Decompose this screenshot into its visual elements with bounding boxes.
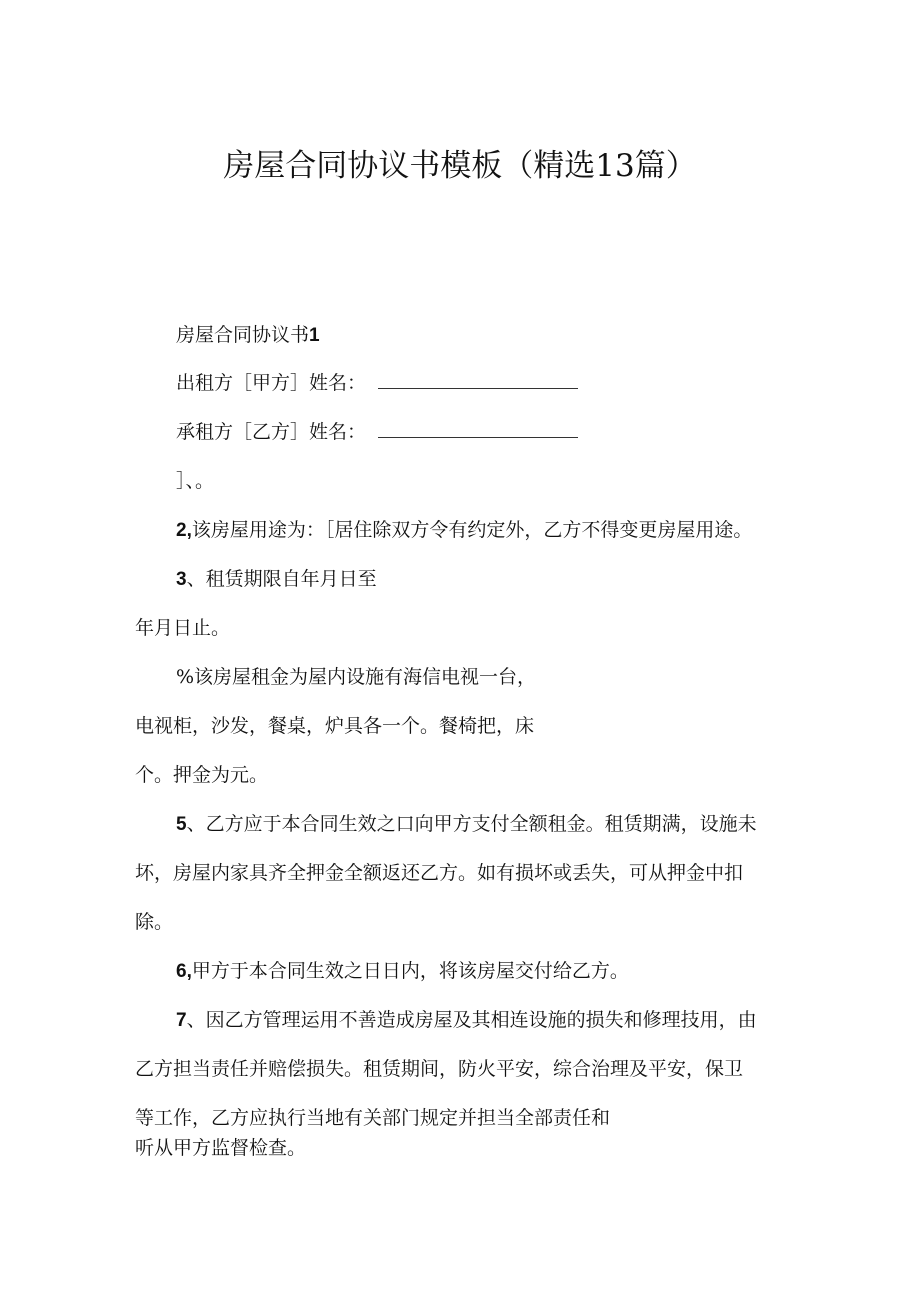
clause-5-continuation-2: 除。 (135, 911, 174, 933)
clause-7 (176, 1007, 757, 1034)
document-title: 房屋合同协议书模板（精选13篇） (223, 148, 697, 184)
clause-2-text: 该房屋用途为：［居住除双方令有约定外，乙方不得变更房屋用途。 (191, 519, 753, 541)
clause-6-text: 甲方于本合同生效之日日内，将该房屋交付给乙方。 (191, 960, 629, 982)
clause-4-continuation-2: 个。押金为元。 (135, 764, 269, 786)
clause-7-text: 、因乙方管理运用不善造成房屋及其相连设施的损失和修理技用，由 (186, 1009, 757, 1031)
section-heading (176, 322, 320, 349)
clause-5-number: 5 (176, 814, 187, 835)
lessor-line (176, 370, 578, 396)
clause-7-continuation-2: 等工作，乙方应执行当地有关部门规定并担当全部责任和 (135, 1107, 611, 1129)
clause-5-continuation-1: 坏，房屋内家具齐全押金全额返还乙方。如有损坏或丢失，可从押金中扣 (135, 862, 744, 884)
clause-7-continuation-1: 乙方担当责任并赔偿损失。租赁期间，防火平安，综合治理及平安，保卫 (135, 1058, 744, 1080)
clause-7-number: 7 (176, 1010, 187, 1031)
clause-4: %该房屋租金为屋内设施有海信电视一台， (176, 666, 537, 688)
clause-3-text: 、租赁期限自年月日至 (186, 568, 377, 590)
clause-2-number: 2, (176, 520, 192, 541)
clause-3-continuation: 年月日止。 (135, 617, 231, 639)
lessor-label: 出租方［甲方］姓名： (176, 372, 367, 394)
clause-7-continuation-3: 听从甲方监督检查。 (135, 1137, 307, 1159)
clause-4-continuation-1: 电视柜，沙发，餐桌，炉具各一个。餐椅把，床 (135, 715, 535, 737)
lessee-label: 承租方［乙方］姓名： (176, 421, 367, 443)
section-heading-text: 房屋合同协议书 (176, 324, 310, 346)
lessee-name-blank (378, 419, 578, 438)
clause-6-number: 6, (176, 961, 192, 982)
clause-3-number: 3 (176, 569, 187, 590)
bracket-line: ］、。 (176, 470, 215, 492)
clause-5 (176, 811, 757, 838)
lessee-line (176, 419, 578, 445)
lessor-name-blank (378, 370, 578, 389)
clause-3 (176, 566, 377, 593)
clause-6 (176, 958, 629, 985)
clause-2 (176, 517, 752, 544)
section-heading-number: 1 (309, 325, 320, 346)
clause-5-text: 、乙方应于本合同生效之口向甲方支付全额租金。租赁期满，设施未 (186, 813, 757, 835)
